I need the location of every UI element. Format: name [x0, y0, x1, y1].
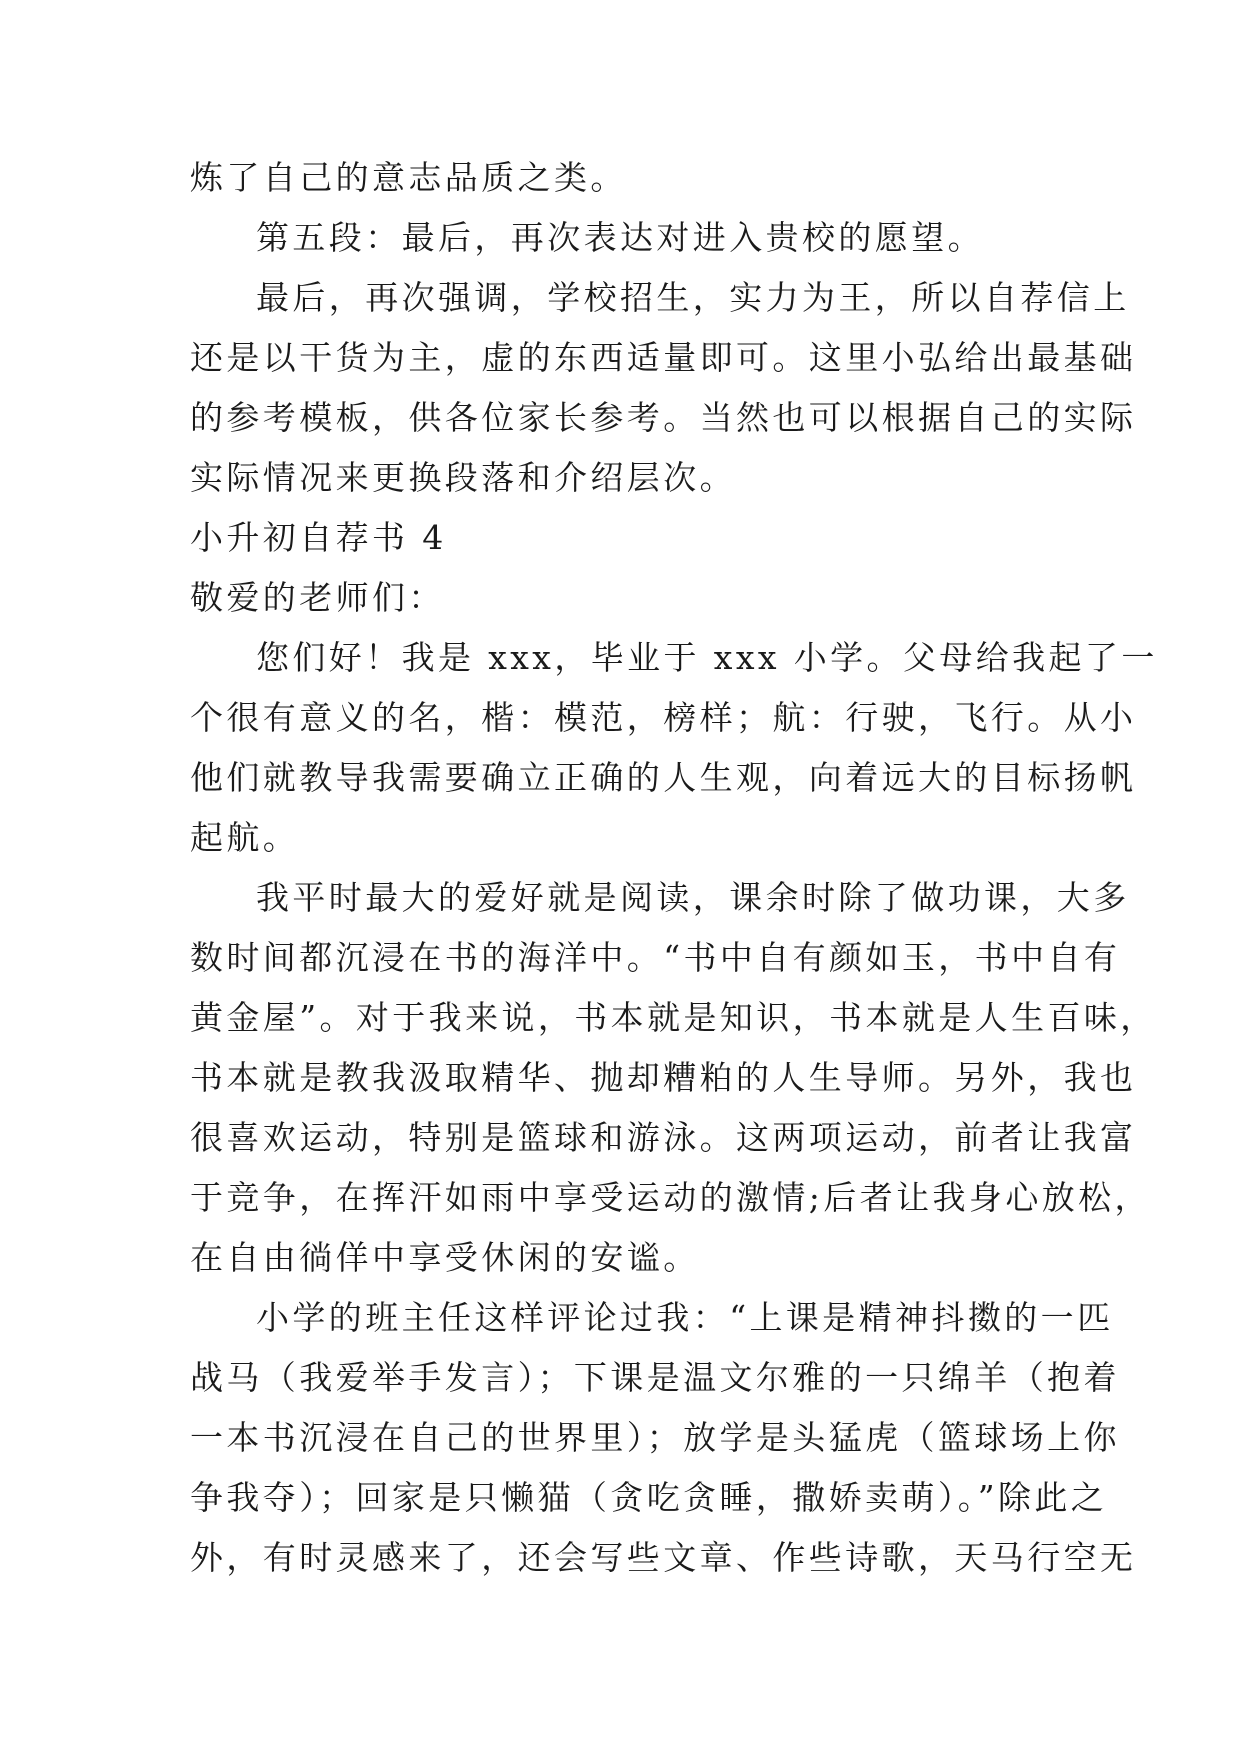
text-line: 一本书沉浸在自己的世界里）；放学是头猛虎（篮球场上你: [190, 1418, 1120, 1457]
text-line: 他们就教导我需要确立正确的人生观，向着远大的目标扬帆: [190, 758, 1137, 797]
salutation: 敬爱的老师们：: [190, 578, 445, 617]
text-line: 最后，再次强调，学校招生，实力为王，所以自荐信上: [256, 278, 1130, 317]
document-page: [190, 148, 1158, 1588]
text-line: 在自由徜佯中享受休闲的安谧。: [190, 1238, 700, 1277]
text-line: 黄金屋”。对于我来说，书本就是知识，书本就是人生百味，: [190, 998, 1157, 1037]
section-heading: 小升初自荐书 4: [190, 518, 447, 557]
text-line: 战马（我爱举手发言）；下课是温文尔雅的一只绵羊（抱着: [190, 1358, 1120, 1397]
text-line: 我平时最大的爱好就是阅读，课余时除了做功课，大多: [256, 878, 1130, 917]
text-line: 小学的班主任这样评论过我：“上课是精神抖擞的一匹: [256, 1298, 1114, 1337]
text-line: 炼了自己的意志品质之类。: [190, 158, 627, 197]
text-line: 争我夺）；回家是只懒猫（贪吃贪睡，撒娇卖萌）。”除此之: [190, 1478, 1108, 1517]
text-line: 的参考模板，供各位家长参考。当然也可以根据自己的实际: [190, 398, 1137, 437]
text-line: 很喜欢运动，特别是篮球和游泳。这两项运动，前者让我富: [190, 1118, 1137, 1157]
text-line: 外，有时灵感来了，还会写些文章、作些诗歌，天马行空无: [190, 1538, 1137, 1577]
text-line: 还是以干货为主，虚的东西适量即可。这里小弘给出最基础: [190, 338, 1137, 377]
text-line: 个很有意义的名，楷：模范，榜样；航：行驶，飞行。从小: [190, 698, 1137, 737]
text-line: 数时间都沉浸在书的海洋中。“书中自有颜如玉，书中自有: [190, 938, 1121, 977]
text-line: 第五段：最后，再次表达对进入贵校的愿望。: [256, 218, 984, 257]
text-line: 实际情况来更换段落和介绍层次。: [190, 458, 736, 497]
text-line: 您们好！我是 xxx，毕业于 xxx 小学。父母给我起了一: [256, 638, 1158, 677]
text-line: 于竞争，在挥汗如雨中享受运动的激情;后者让我身心放松，: [190, 1178, 1151, 1217]
text-line: 书本就是教我汲取精华、抛却糟粕的人生导师。另外，我也: [190, 1058, 1137, 1097]
text-line: 起航。: [190, 818, 300, 857]
